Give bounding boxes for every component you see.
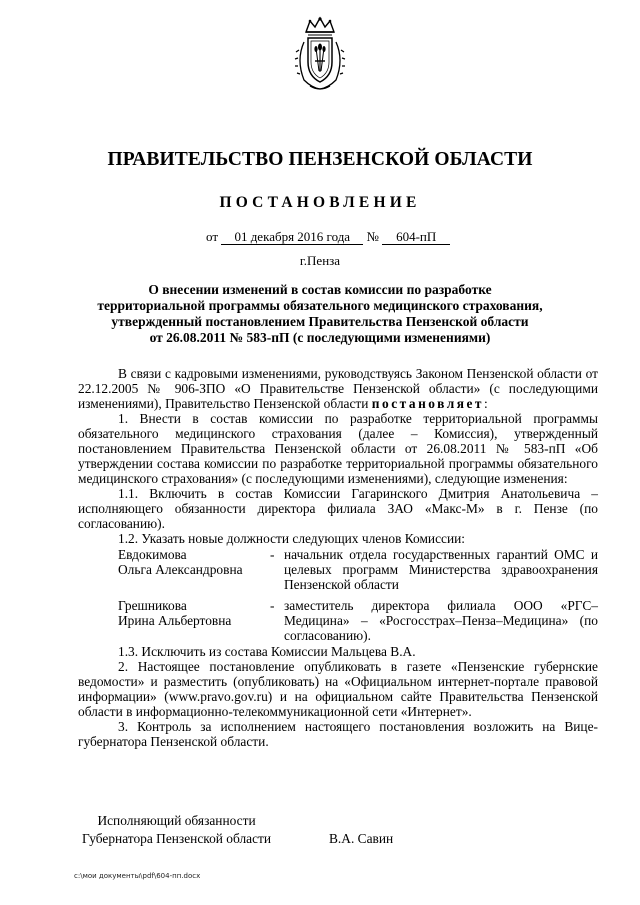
item-3: 3. Контроль за исполнением настоящего постановления возложить на Вице-губернатора Пензенской области. (78, 719, 598, 749)
member-surname: Грешникова (118, 598, 187, 613)
document-type: ПОСТАНОВЛЕНИЕ (219, 194, 421, 211)
member-position: начальник отдела государственных гарантий ОМС и целевых программ Министерства здравоохранения Пензенской области (284, 547, 598, 592)
preamble-text: В связи с кадровыми изменениями, руководствуясь Законом Пензенской области от 22.12.2005 № 906-ЗПО «О Правительстве Пензенской области» (с последующими изменениями), Правительство Пензенской области (78, 366, 598, 411)
members-table (118, 547, 598, 643)
penza-coat-of-arms-icon (290, 16, 350, 92)
member-position: заместитель директора филиала ООО «РГС–Медицина» – «Росгосстрах–Пенза–Медицина» (по согласованию). (284, 598, 598, 643)
signatory-role-line: Губернатора Пензенской области (82, 831, 272, 846)
resolution-verb: постановляет (371, 396, 484, 411)
item-1: 1. Внести в состав комиссии по разработке территориальной программы обязательного медицинского страхования (далее – Комиссия), утвержденный постановлением Правительства Пензенской области от 26.08.2011 № 583-пП «Об утверждении состава комиссии по разработке территориальной программы обязательного медицинского страхования» (с последующими изменениями), следующие изменения: (78, 411, 598, 486)
signatory-name: В.А. Савин (329, 831, 394, 846)
preamble-colon: : (484, 396, 488, 411)
preamble-paragraph (78, 366, 598, 411)
member-row (118, 592, 598, 643)
signatory-role (82, 812, 271, 848)
signatory-role-line: Исполняющий обязанности (97, 813, 256, 828)
member-dash: - (270, 547, 275, 562)
subject-line: О внесении изменений в состав комиссии по разработке (148, 282, 492, 297)
subject-line: от 26.08.2011 № 583-пП (с последующими изменениями) (149, 330, 491, 345)
item-1-2: 1.2. Указать новые должности следующих членов Комиссии: (118, 531, 466, 546)
date-number-line (206, 229, 450, 245)
member-given-names: Ирина Альбертовна (118, 613, 232, 628)
document-city: г.Пенза (299, 253, 341, 268)
member-name (118, 547, 270, 592)
member-name (118, 592, 270, 643)
item-1-3: 1.3. Исключить из состава Комиссии Мальцева В.А. (118, 644, 416, 659)
date-prefix: от (206, 229, 219, 244)
subject-line: территориальной программы обязательного медицинского страхования, (97, 298, 543, 313)
member-given-names: Ольга Александровна (118, 562, 243, 577)
member-dash: - (270, 598, 275, 613)
number-prefix: № (366, 229, 379, 244)
member-surname: Евдокимова (118, 547, 187, 562)
item-1-1: 1.1. Включить в состав Комиссии Гагаринского Дмитрия Анатольевича – исполняющего обязанности директора филиала ЗАО «Макс-М» в г. Пензе (по согласованию). (78, 486, 598, 531)
member-row (118, 547, 598, 592)
document-subject (60, 282, 580, 346)
subject-line: утвержденный постановлением Правительства Пензенской области (111, 314, 529, 329)
document-number: 604-пП (382, 229, 450, 245)
document-body (78, 366, 598, 749)
government-title: ПРАВИТЕЛЬСТВО ПЕНЗЕНСКОЙ ОБЛАСТИ (107, 149, 533, 170)
item-2: 2. Настоящее постановление опубликовать в газете «Пензенские губернские ведомости» и разместить (опубликовать) на «Официальном интернет-портале правовой информации» (www.pravo.gov.ru) и на официальном сайте Правительства Пензенской области в информационно-телекоммуникационной сети «Интернет». (78, 659, 598, 719)
file-path-footer: c:\мои документы\pdf\604-пп.docx (74, 872, 201, 880)
document-date: 01 декабря 2016 года (221, 229, 363, 245)
